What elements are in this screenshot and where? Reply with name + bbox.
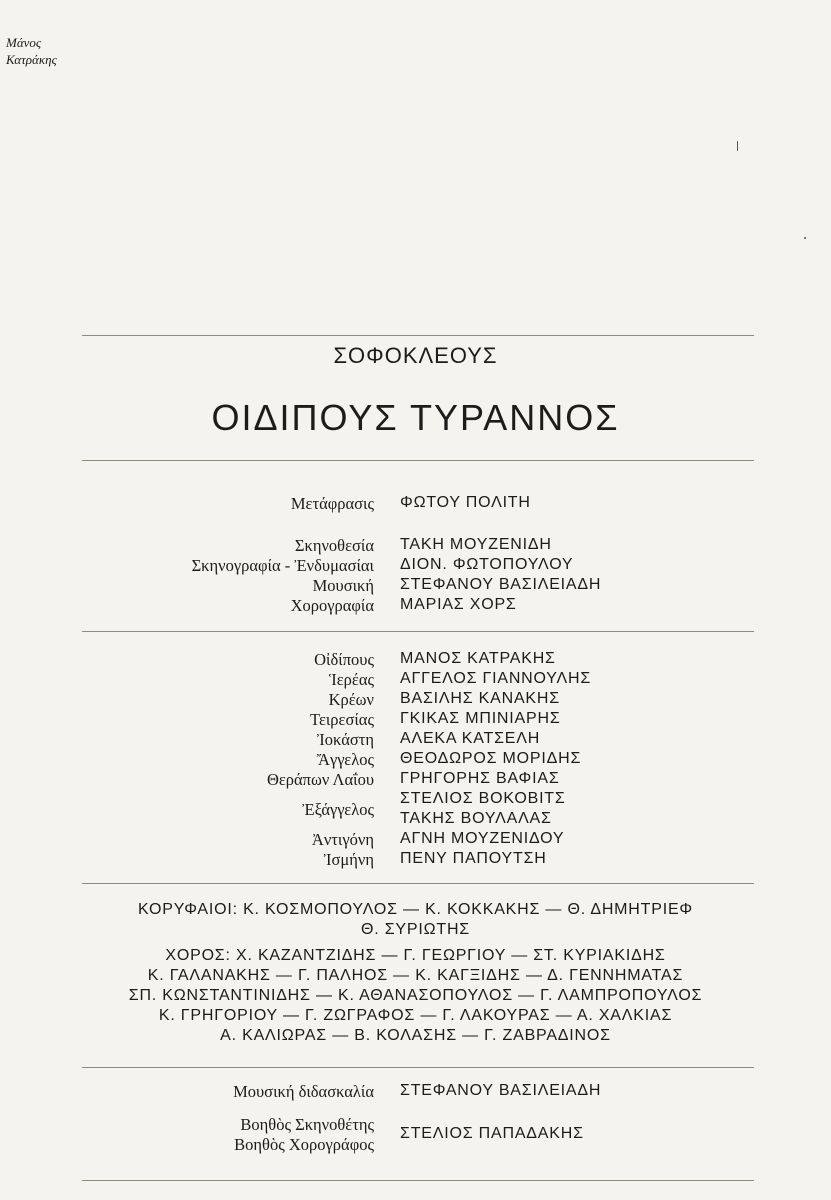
credit-row (0, 494, 831, 514)
credit-label: Σκηνοθεσία (294, 536, 374, 555)
credit-row (0, 556, 831, 576)
role-label: Οἰδίπους (314, 650, 374, 669)
credit-row (0, 576, 831, 596)
credit-label: Μουσική διδασκαλία (233, 1082, 374, 1101)
credit-value: ΦΩΤΟΥ ΠΟΛΙΤΗ (400, 494, 531, 511)
role-label: Κρέων (328, 690, 374, 709)
cast-row (0, 710, 831, 730)
credit-row (0, 596, 831, 616)
cast-row (0, 690, 831, 710)
cast-row (0, 670, 831, 690)
role-label: Ἰοκάστη (317, 730, 374, 749)
chorus-line: Κ. ΓΡΗΓΟΡΙΟΥ — Γ. ΖΩΓΡΑΦΟΣ — Γ. ΛΑΚΟΥΡΑΣ — Α. ΧΑΛΚΙΑΣ (158, 1007, 673, 1024)
role-label: Ἱερέας (328, 670, 374, 689)
actor-name: ΑΓΝΗ ΜΟΥΖΕΝΙΔΟΥ (400, 830, 565, 847)
coryphaei-block (0, 900, 831, 940)
divider (82, 631, 754, 632)
caption-line: Κατράκης (6, 52, 57, 67)
coryphaei-line: ΚΟΡΥΦΑΙΟΙ: Κ. ΚΟΣΜΟΠΟΥΛΟΣ — Κ. ΚΟΚΚΑΚΗΣ — Θ. ΔΗΜΗΤΡΙΕΦ (138, 901, 693, 918)
translation-credit (0, 494, 831, 514)
credit-label: Βοηθὸς Σκηνοθέτης (240, 1115, 374, 1134)
credit-label: Βοηθὸς Χορογράφος (234, 1135, 374, 1154)
actor-name: ΜΑΝΟΣ ΚΑΤΡΑΚΗΣ (400, 650, 556, 667)
chorus-line: Κ. ΓΑΛΑΝΑΚΗΣ — Γ. ΠΑΛΗΟΣ — Κ. ΚΑΓΞΙΔΗΣ — Δ. ΓΕΝΝΗΜΑΤΑΣ (147, 967, 684, 984)
speck (737, 141, 738, 151)
role-label: Τειρεσίας (310, 710, 374, 729)
production-credits (0, 536, 831, 616)
credit-value: ΜΑΡΙΑΣ ΧΟΡΣ (400, 596, 517, 613)
credit-label: Σκηνογραφία - Ἐνδυμασίαι (191, 556, 374, 575)
credit-row (0, 536, 831, 556)
actor-name: ΓΡΗΓΟΡΗΣ ΒΑΦΙΑΣ (400, 770, 560, 787)
chorus-line: ΣΠ. ΚΩΝΣΤΑΝΤΙΝΙΔΗΣ — Κ. ΑΘΑΝΑΣΟΠΟΥΛΟΣ — Γ. ΛΑΜΠΡΟΠΟΥΛΟΣ (128, 987, 703, 1004)
actor-name: ΠΕΝΥ ΠΑΠΟΥΤΣΗ (400, 850, 547, 867)
cast-row (0, 750, 831, 770)
actor-name: ΘΕΟΔΩΡΟΣ ΜΟΡΙΔΗΣ (400, 750, 582, 767)
credit-value: ΣΤΕΦΑΝΟΥ ΒΑΣΙΛΕΙΑΔΗ (400, 576, 602, 593)
cast-row (0, 730, 831, 750)
chorus-line: ΧΟΡΟΣ: Χ. ΚΑΖΑΝΤΖΙΔΗΣ — Γ. ΓΕΩΡΓΙΟΥ — ΣΤ. ΚΥΡΙΑΚΙΔΗΣ (165, 947, 666, 964)
divider (82, 883, 754, 884)
role-label: Ἄγγελος (316, 750, 374, 769)
credit-label: Χορογραφία (290, 596, 374, 615)
credit-value: ΣΤΕΦΑΝΟΥ ΒΑΣΙΛΕΙΑΔΗ (400, 1082, 602, 1099)
author-heading: ΣΟΦΟΚΛΕΟΥΣ (333, 343, 498, 368)
coryphaei-line: Θ. ΣΥΡΙΩΤΗΣ (361, 921, 470, 938)
divider (82, 1067, 754, 1068)
cast-row (0, 770, 831, 790)
caption-line: Μάνος (6, 35, 42, 50)
cast-row (0, 810, 831, 830)
credit-value: ΔΙΟΝ. ΦΩΤΟΠΟΥΛΟΥ (400, 556, 574, 573)
staff-credits (0, 1082, 831, 1102)
actor-name: ΣΤΕΛΙΟΣ ΒΟΚΟΒΙΤΣ (400, 790, 566, 807)
actor-name: ΓΚΙΚΑΣ ΜΠΙΝΙΑΡΗΣ (400, 710, 561, 727)
credit-label: Μετάφρασις (290, 494, 374, 513)
role-label: Θεράπων Λαΐου (266, 770, 374, 789)
divider (82, 335, 754, 336)
actor-name: ΒΑΣΙΛΗΣ ΚΑΝΑΚΗΣ (400, 690, 560, 707)
photo-caption (6, 34, 57, 68)
divider (82, 1180, 754, 1181)
role-label: Ἀντιγόνη (311, 830, 374, 849)
role-label: Ἐξάγγελος (302, 800, 374, 819)
credit-row (0, 1082, 831, 1102)
play-title: ΟΙΔΙΠΟΥΣ ΤΥΡΑΝΝΟΣ (211, 397, 620, 438)
credit-value: ΤΑΚΗ ΜΟΥΖΕΝΙΔΗ (400, 536, 552, 553)
cast-row (0, 650, 831, 670)
role-label: Ἰσμήνη (323, 850, 374, 869)
credit-value: ΣΤΕΛΙΟΣ ΠΑΠΑΔΑΚΗΣ (400, 1125, 584, 1142)
actor-name: ΑΛΕΚΑ ΚΑΤΣΕΛΗ (400, 730, 541, 747)
chorus-block (0, 946, 831, 1046)
actor-name: ΑΓΓΕΛΟΣ ΓΙΑΝΝΟΥΛΗΣ (400, 670, 592, 687)
divider (82, 460, 754, 461)
chorus-line: Α. ΚΑΛΙΩΡΑΣ — Β. ΚΟΛΑΣΗΣ — Γ. ΖΑΒΡΑΔΙΝΟΣ (220, 1027, 611, 1044)
speck (804, 237, 806, 239)
cast-row (0, 830, 831, 850)
actor-name: ΤΑΚΗΣ ΒΟΥΛΑΛΑΣ (400, 810, 552, 827)
assistants-credits (0, 1115, 831, 1155)
credit-label: Μουσική (312, 576, 374, 595)
cast-list (0, 650, 831, 870)
credit-row (0, 1135, 831, 1155)
cast-row (0, 850, 831, 870)
